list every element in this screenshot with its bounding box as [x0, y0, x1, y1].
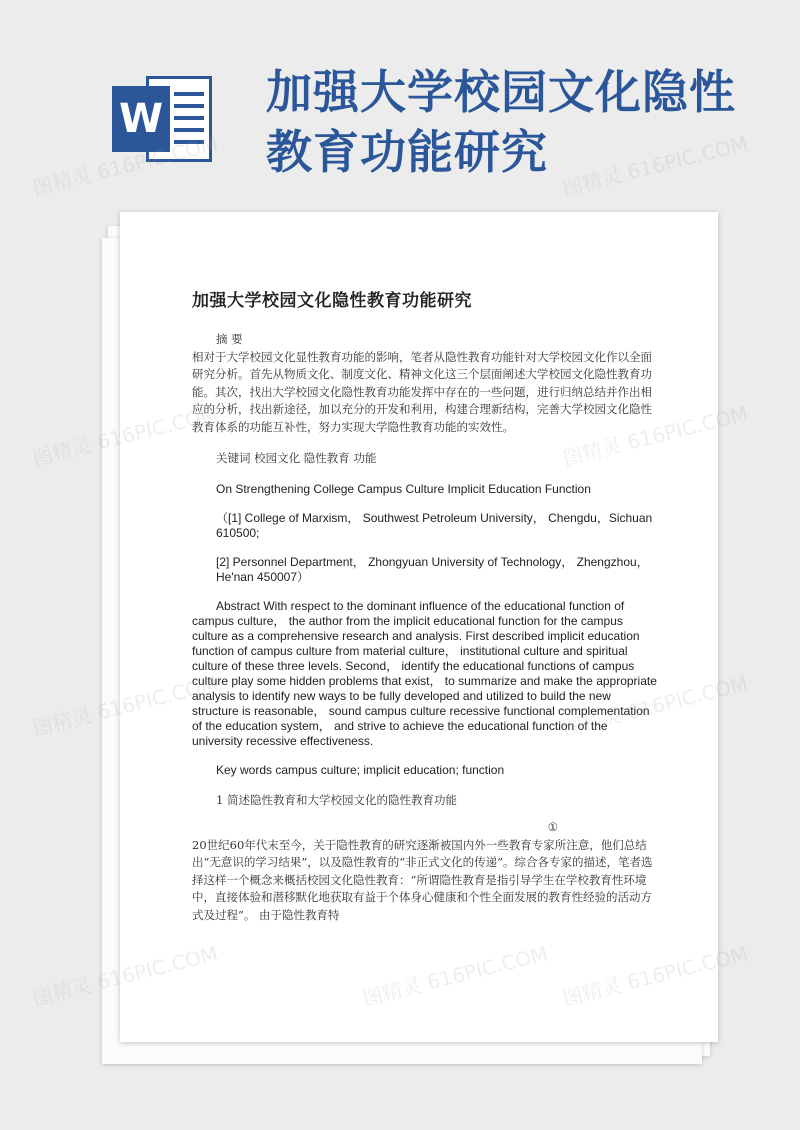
- abstract-en: Abstract With respect to the dominant influence of the educational function of campus culture， the author from the implicit educational function for the campus culture as a comprehensive research and analysis. First described implicit education function of campus culture from material culture， institutional culture and spiritual culture of these three levels. Second， identify the educational functions of campus culture play some hidden problems that exist， to summarize and make the appropriate analysis to identify new ways to be fully developed and utilized to build the new structure is reasonable， sound campus culture recessive functional complementation of the education system， and strive to achieve the educational function of the university recessive effectiveness.: [192, 598, 657, 748]
- footnote-mark: ①: [547, 820, 558, 834]
- english-title: On Strengthening College Campus Culture Implicit Education Function: [216, 481, 591, 496]
- word-document-icon: [112, 76, 212, 162]
- watermark: 图精灵: [30, 702, 95, 741]
- abstract-cn: 相对于大学校园文化显性教育功能的影响，笔者从隐性教育功能针对大学校园文化作以全面研究分析。首先从物质文化、制度文化、精神文化这三个层面阐述大学校园文化隐性教育功能。其次，找出大学校园文化隐性教育功能发挥中存在的一些问题，进行归纳总结并作出相应的分析，找出新途径，加以充分的开发和利用，构建合理新结构，完善大学校园文化隐性教育体系的功能互补性，努力实现大学隐性教育功能的实效性。: [192, 349, 652, 434]
- watermark: 图精灵: [30, 432, 95, 471]
- document-title: 加强大学校园文化隐性教育功能研究: [192, 291, 472, 311]
- keywords-cn: 关键词 校园文化 隐性教育 功能: [216, 451, 377, 465]
- watermark: 图精灵 616PIC.COM: [560, 131, 751, 201]
- word-letter: W: [112, 86, 170, 152]
- affiliation-1: （[1] College of Marxism， Southwest Petroleum University， Chengdu，Sichuan 610500;: [216, 510, 653, 540]
- watermark: 图精灵 616PIC.COM: [30, 131, 221, 201]
- watermark: 图精灵: [30, 972, 95, 1011]
- page-title: [266, 62, 786, 182]
- section-heading: 1 简述隐性教育和大学校园文化的隐性教育功能: [216, 792, 457, 807]
- document-page: [120, 212, 718, 1042]
- affiliation-2: [2] Personnel Department， Zhongyuan University of Technology， Zhengzhou， He'nan 450007）: [216, 554, 649, 584]
- header-banner: [0, 0, 800, 210]
- title-line-2: 教育功能研究: [266, 125, 548, 179]
- abstract-label: 摘 要: [216, 332, 243, 346]
- title-line-1: 加强大学校园文化隐性: [266, 65, 736, 119]
- keywords-en: Key words campus culture; implicit education; function: [216, 762, 505, 777]
- body-paragraph: 20世纪60年代末至今，关于隐性教育的研究逐渐被国内外一些教育专家所注意，他们总结出“无意识的学习结果”，以及隐性教育的“非正式文化的传递”。综合各专家的描述，笔者选择这样一个概念来概括校园文化隐性教育：“所谓隐性教育是指引导学生在学校教育性环境中，直接体验和潜移默化地获取有益于个体身心健康和个性全面发展的教育性经验的活动方式及过程”。 由于隐性教育特: [192, 837, 653, 922]
